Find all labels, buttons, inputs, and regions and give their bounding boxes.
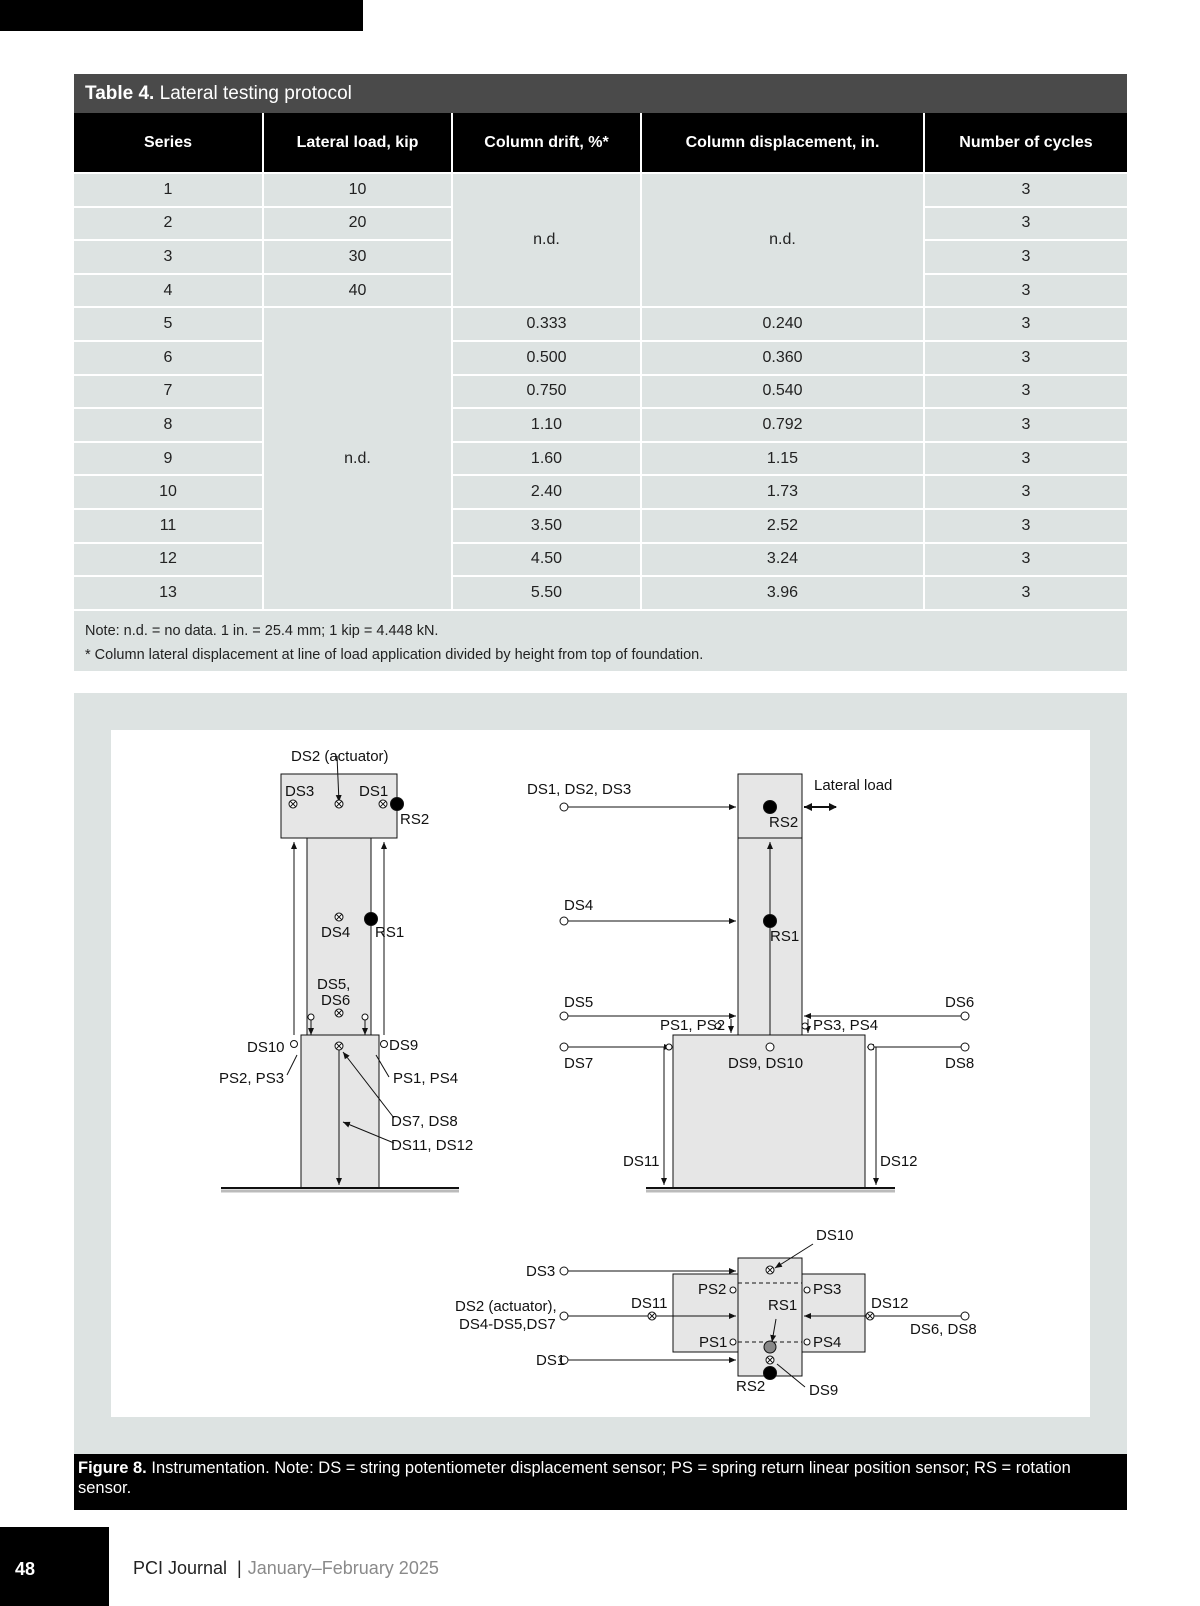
table-caption [74,74,1127,113]
label-plan-ps1: PS1 [699,1334,728,1351]
label-plan-rs1: RS1 [768,1297,798,1314]
label-ds1: DS1 [359,783,389,800]
cell-cycles: 3 [924,475,1127,509]
table-row [74,307,1127,341]
plan-rs2-sensor [764,1367,777,1380]
figure-8-panel [74,693,1127,1454]
instrumentation-svg [111,730,1090,1417]
table-row [74,576,1127,610]
cell-drift: 0.750 [452,375,641,409]
cell-series: 9 [74,442,263,476]
cell-drift: 0.333 [452,307,641,341]
table-row [74,341,1127,375]
label-plan-ds11: DS11 [631,1295,668,1312]
label-elev-ps3-ps4: PS3, PS4 [813,1017,879,1034]
cell-cycles: 3 [924,341,1127,375]
label-elev-ds11: DS11 [623,1153,660,1170]
label-plan-ds10: DS10 [816,1227,854,1244]
label-plan-ds3: DS3 [526,1263,556,1280]
label-plan-ps3: PS3 [813,1281,842,1298]
cell-drift: 2.40 [452,475,641,509]
label-elev-rs2: RS2 [769,814,799,831]
label-ds5: DS5, [317,976,351,993]
elevation-rs2-sensor [764,801,777,814]
cell-cycles: 3 [924,240,1127,274]
cell-series: 11 [74,509,263,543]
cell-series: 8 [74,408,263,442]
label-ds2-actuator: DS2 (actuator) [291,748,389,765]
label-rs1: RS1 [375,924,405,941]
table-row [74,475,1127,509]
figure-caption-text: Instrumentation. Note: DS = string potentiometer displacement sensor; PS = spring return linear position sensor; RS = rotation sensor. [78,1459,1071,1497]
cell-lateral-load: 30 [263,240,452,274]
cell-series: 4 [74,274,263,308]
side-footing [301,1035,379,1188]
cell-lateral-load-nd: n.d. [263,307,452,609]
label-ps2-ps3: PS2, PS3 [219,1070,285,1087]
label-plan-ds1: DS1 [536,1352,566,1369]
cell-drift: 4.50 [452,543,641,577]
table-row [74,173,1127,207]
footer-separator: | [237,1558,242,1578]
cell-cycles: 3 [924,442,1127,476]
label-elev-ds12: DS12 [880,1153,918,1170]
cell-cycles: 3 [924,576,1127,610]
page-number-box [0,1527,109,1606]
header-lateral-load: Lateral load, kip [263,113,452,173]
plan-rs1-sensor [764,1341,776,1353]
label-elev-ds6: DS6 [945,994,975,1011]
label-plan-ds9: DS9 [809,1382,839,1399]
label-ds7-ds8: DS7, DS8 [391,1113,458,1130]
label-plan-ps4: PS4 [813,1334,842,1351]
cell-cycles: 3 [924,543,1127,577]
elevation-rs1-sensor [764,915,777,928]
cell-series: 10 [74,475,263,509]
label-plan-ps2: PS2 [698,1281,727,1298]
header-column-drift: Column drift, %* [452,113,641,173]
cell-displacement: 3.96 [641,576,924,610]
label-elev-ps1-ps2: PS1, PS2 [660,1017,726,1034]
table-note-units: Note: n.d. = no data. 1 in. = 25.4 mm; 1 kip = 4.448 kN. [85,622,439,639]
table-notes [74,611,1127,671]
cell-lateral-load: 20 [263,207,452,241]
cell-displacement: 0.360 [641,341,924,375]
cell-drift: 1.10 [452,408,641,442]
label-lateral-load: Lateral load [814,777,893,794]
label-ds9: DS9 [389,1037,419,1054]
label-elev-ds8: DS8 [945,1055,975,1072]
figure-caption-label: Figure 8. [78,1459,147,1477]
label-ds11-ds12: DS11, DS12 [391,1137,474,1154]
header-series: Series [74,113,263,173]
cell-displacement: 2.52 [641,509,924,543]
cell-cycles: 3 [924,509,1127,543]
label-rs2: RS2 [400,811,430,828]
cell-cycles: 3 [924,375,1127,409]
cell-displacement: 0.540 [641,375,924,409]
cell-drift: 3.50 [452,509,641,543]
table-row [74,543,1127,577]
side-rs2-sensor [391,798,404,811]
header-number-of-cycles: Number of cycles [924,113,1127,173]
cell-drift: 0.500 [452,341,641,375]
cell-lateral-load: 40 [263,274,452,308]
cell-cycles: 3 [924,307,1127,341]
header-column-displacement: Column displacement, in. [641,113,924,173]
table-row [74,509,1127,543]
cell-displacement: 3.24 [641,543,924,577]
footer [133,1558,439,1579]
cell-drift: 1.60 [452,442,641,476]
cell-series: 5 [74,307,263,341]
table-4 [74,74,1127,671]
cell-series: 12 [74,543,263,577]
cell-cycles: 3 [924,408,1127,442]
label-ds1-ds2-ds3: DS1, DS2, DS3 [527,781,632,798]
cell-cycles: 3 [924,173,1127,207]
label-plan-ds12: DS12 [871,1295,909,1312]
label-plan-ds2-actuator: DS2 (actuator), [455,1298,557,1315]
label-plan-rs2: RS2 [736,1378,766,1395]
table-caption-title: Lateral testing protocol [159,83,352,104]
elevation-view [673,774,865,1188]
label-elev-ds7: DS7 [564,1055,594,1072]
label-elev-ds9-ds10: DS9, DS10 [728,1055,804,1072]
cell-displacement: 1.73 [641,475,924,509]
label-plan-ds4-ds5-ds7: DS4-DS5,DS7 [459,1316,556,1333]
label-ds4: DS4 [321,924,351,941]
label-ds3: DS3 [285,783,315,800]
table-row [74,408,1127,442]
cell-drift: 5.50 [452,576,641,610]
table-caption-label: Table 4. [85,83,155,104]
cell-series: 6 [74,341,263,375]
footer-issue: January–February 2025 [247,1558,439,1578]
label-plan-ds6-ds8: DS6, DS8 [910,1321,977,1338]
cell-series: 13 [74,576,263,610]
label-ps1-ps4: PS1, PS4 [393,1070,459,1087]
cell-series: 7 [74,375,263,409]
cell-series: 1 [74,173,263,207]
label-ds6: DS6 [321,992,351,1009]
table-row [74,442,1127,476]
table-header-row [74,113,1127,173]
label-elev-ds4: DS4 [564,897,594,914]
table-row [74,375,1127,409]
cell-cycles: 3 [924,274,1127,308]
label-elev-ds5: DS5 [564,994,594,1011]
cell-series: 2 [74,207,263,241]
cell-series: 3 [74,240,263,274]
cell-lateral-load: 10 [263,173,452,207]
cell-cycles: 3 [924,207,1127,241]
cell-displacement-nd: n.d. [641,173,924,307]
cell-displacement: 0.240 [641,307,924,341]
figure-caption [74,1454,1127,1510]
protocol-table [74,113,1127,611]
top-black-bar [0,0,363,31]
label-ds10: DS10 [247,1039,285,1056]
label-elev-rs1: RS1 [770,928,800,945]
page-number: 48 [15,1559,36,1579]
cell-displacement: 0.792 [641,408,924,442]
cell-displacement: 1.15 [641,442,924,476]
instrumentation-diagram [111,730,1090,1417]
footer-journal: PCI Journal [133,1558,228,1578]
table-note-drift: * Column lateral displacement at line of load application divided by height from top of foundation. [85,646,704,663]
cell-drift-nd: n.d. [452,173,641,307]
